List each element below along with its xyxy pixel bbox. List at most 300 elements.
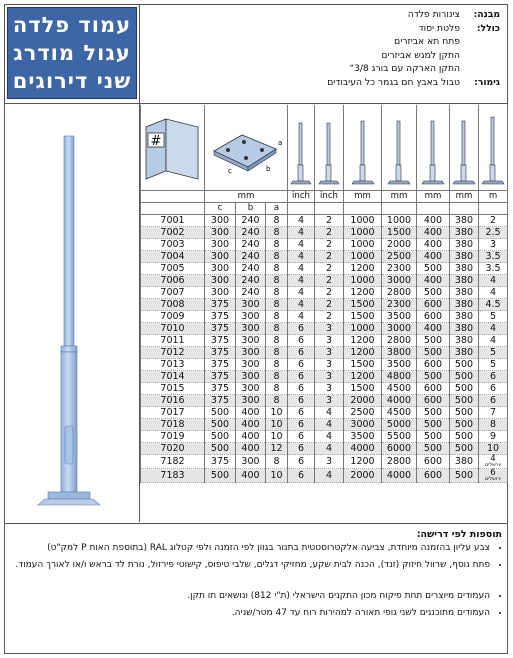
spec-row (142, 35, 500, 49)
table-cell: 500 (450, 383, 479, 395)
table-cell: 6 (288, 359, 315, 371)
table-cell: 3500 (382, 311, 417, 323)
table-row (141, 371, 508, 383)
notes-list (10, 542, 502, 620)
table-cell: 2 (315, 239, 344, 251)
table-cell: 300 (236, 323, 266, 335)
base-plate-icon (206, 105, 286, 187)
divider-horizontal (4, 103, 508, 104)
pole-drawing (344, 105, 382, 191)
table-cell: 6 (288, 443, 315, 455)
table-cell: 400 (236, 469, 266, 483)
table-cell: 500 (205, 419, 236, 431)
table-cell: 500 (205, 469, 236, 483)
table-cell: 1500 (344, 299, 382, 311)
table-cell: 300 (236, 395, 266, 407)
table-row (141, 311, 508, 323)
table-row (141, 419, 508, 431)
catalog-number-cell: 7183 (141, 469, 205, 483)
table-cell: 380 (450, 275, 479, 287)
spec-row (142, 76, 500, 90)
table-cell: 2 (315, 251, 344, 263)
table-cell: 4 (288, 299, 315, 311)
table-cell: 8 (266, 395, 288, 407)
table-cell: 8 (266, 335, 288, 347)
table-row (141, 335, 508, 347)
table-cell: 500 (450, 371, 479, 383)
table-cell: 380 (450, 347, 479, 359)
catalog-number-cell: 7013 (141, 359, 205, 371)
spec-value: צינורות פלדה (407, 9, 460, 20)
specification-block (142, 8, 500, 100)
table-cell: 240 (236, 215, 266, 227)
row-note: ירושלים (484, 476, 502, 482)
table-cell: 3500 (344, 431, 382, 443)
catalog-number-cell: 7020 (141, 443, 205, 455)
table-cell: 3 (315, 335, 344, 347)
table-cell: 5500 (382, 431, 417, 443)
table-cell: 3 (315, 371, 344, 383)
table-cell: 2800 (382, 335, 417, 347)
row-value: 4 (490, 454, 496, 464)
table-cell: 400 (236, 443, 266, 455)
table-cell: 4000 (344, 443, 382, 455)
table-row (141, 407, 508, 419)
catalog-number-cell: 7016 (141, 395, 205, 407)
table-cell: 500 (417, 287, 450, 299)
table-cell: 1200 (344, 287, 382, 299)
table-cell: 375 (205, 383, 236, 395)
table-cell: 4 (479, 287, 508, 299)
table-cell: 2 (315, 215, 344, 227)
table-cell: 8 (266, 455, 288, 469)
unit-cell (141, 191, 205, 203)
note-spacer (10, 576, 490, 586)
table-cell: 240 (236, 263, 266, 275)
table-cell: 2500 (382, 251, 417, 263)
angle-bracket-icon (142, 105, 204, 187)
table-cell: 600 (417, 455, 450, 469)
table-cell: 6 (288, 335, 315, 347)
table-cell: 500 (417, 431, 450, 443)
sub-cell: c (205, 203, 236, 215)
table-cell: 1000 (344, 239, 382, 251)
table-cell: 6 (479, 383, 508, 395)
sub-cell (450, 203, 479, 215)
dimensions-table (140, 105, 508, 483)
table-cell: 2800 (382, 455, 417, 469)
table-cell: 500 (205, 431, 236, 443)
table-cell: 1500 (382, 227, 417, 239)
unit-cell: mm (205, 191, 288, 203)
table-row (141, 443, 508, 455)
table-cell: 9 (479, 431, 508, 443)
svg-text:c: c (228, 167, 232, 175)
unit-cell: mm (417, 191, 450, 203)
table-cell: 4 (288, 275, 315, 287)
spec-key: כולל: (476, 22, 500, 34)
table-cell: 4 (479, 275, 508, 287)
table-cell: 2 (479, 215, 508, 227)
spec-key (460, 35, 500, 49)
table-cell: 7 (479, 407, 508, 419)
table-cell: 500 (450, 395, 479, 407)
table-cell: 375 (205, 299, 236, 311)
table-cell: 375 (205, 311, 236, 323)
pole-drawing (315, 105, 344, 191)
table-cell: 10 (266, 469, 288, 483)
table-cell: 4500 (382, 407, 417, 419)
catalog-number-cell: 7012 (141, 347, 205, 359)
table-cell: 4 (288, 227, 315, 239)
table-cell: 375 (205, 323, 236, 335)
table-cell: 4 (288, 287, 315, 299)
table-cell: 375 (205, 395, 236, 407)
table-cell: 4 (315, 469, 344, 483)
table-cell: 380 (450, 227, 479, 239)
catalog-number-cell: 7006 (141, 275, 205, 287)
table-cell: 6 (288, 347, 315, 359)
sub-cell (382, 203, 417, 215)
table-cell: 400 (417, 275, 450, 287)
spec-value: התקן למגש אביזרים (381, 49, 460, 61)
table-cell: 4 (315, 431, 344, 443)
pole-drawing (382, 105, 417, 191)
table-cell: 1200 (344, 263, 382, 275)
table-cell: 400 (417, 251, 450, 263)
catalog-number-cell: 7003 (141, 239, 205, 251)
table-cell: 1000 (382, 215, 417, 227)
table-cell: 1500 (344, 383, 382, 395)
spec-row (142, 62, 500, 76)
notes-title: תוספות לפי דרישה: (416, 529, 502, 540)
note-item: • פתח נוסף, שרוול חיזוק (זנד), הכנה לבית שקע, מחזיקי דגלים, שלבי טיפוס, קישוטי פירזול, נורת לד בראש ו/או לאורך העמוד. (10, 559, 490, 572)
table-cell: 10 (266, 431, 288, 443)
table-cell: 3800 (382, 347, 417, 359)
table-cell: 600 (417, 359, 450, 371)
table-cell: 6 (288, 395, 315, 407)
table-cell: 8 (266, 263, 288, 275)
table-cell: 5 (479, 359, 508, 371)
table-cell: 500 (450, 443, 479, 455)
table-cell: 10 (266, 419, 288, 431)
table-cell: 1200 (344, 371, 382, 383)
catalog-number-cell: 7011 (141, 335, 205, 347)
table-cell: 3 (479, 239, 508, 251)
table-cell: 375 (205, 335, 236, 347)
table-row (141, 359, 508, 371)
table-cell: 1200 (344, 347, 382, 359)
unit-cell: inch (288, 191, 315, 203)
note-item: • צבע עליון בהזמנה מיוחדת, צביעה אלקטרוסטטית בתנור בגוון לפי הזמנה ולפי קטלוג RAL (בתוספת האות P למק"ט) (10, 542, 490, 555)
table-cell: 2 (315, 299, 344, 311)
table-cell: 500 (205, 443, 236, 455)
table-cell: 8 (266, 347, 288, 359)
table-cell: 4 (315, 407, 344, 419)
table-row (141, 275, 508, 287)
table-cell: 3 (315, 455, 344, 469)
catalog-number-cell: 7010 (141, 323, 205, 335)
spec-key: גימור: (474, 76, 500, 88)
table-cell: 4000 (382, 469, 417, 483)
table-cell: 400 (417, 215, 450, 227)
table-cell: 240 (236, 251, 266, 263)
table-row (141, 323, 508, 335)
table-cell: 600 (417, 311, 450, 323)
table-cell: 375 (205, 347, 236, 359)
sub-cell: b (236, 203, 266, 215)
sub-cell: a (266, 203, 288, 215)
table-cell: 8 (266, 323, 288, 335)
table-cell: 240 (236, 227, 266, 239)
product-title-banner (7, 7, 137, 99)
catalog-number-cell: 7015 (141, 383, 205, 395)
table-cell: 375 (205, 371, 236, 383)
table-cell: 4 (315, 419, 344, 431)
unit-cell: mm (344, 191, 382, 203)
table-cell: 1200 (344, 455, 382, 469)
spec-row (142, 22, 500, 36)
spec-value: פתח תא אביזרים (394, 36, 460, 48)
svg-text:b: b (266, 165, 271, 173)
table-cell: 500 (417, 335, 450, 347)
row-note: יורשלים (484, 462, 502, 468)
table-cell: 3000 (382, 323, 417, 335)
table-cell: 300 (236, 299, 266, 311)
table-cell: 380 (450, 323, 479, 335)
unit-cell: m (479, 191, 508, 203)
table-cell: 10 (479, 443, 508, 455)
table-cell: 8 (266, 239, 288, 251)
table-cell (479, 469, 508, 483)
table-cell: 300 (205, 227, 236, 239)
table-cell: 4500 (382, 383, 417, 395)
table-cell: 1500 (344, 311, 382, 323)
table-cell: 4 (288, 263, 315, 275)
table-cell: 400 (417, 239, 450, 251)
stepped-pole-illustration (10, 108, 138, 522)
spec-value: טבול באבץ חם בגמר כל העיבודים (327, 76, 460, 88)
table-cell: 500 (205, 407, 236, 419)
table-cell: 500 (417, 371, 450, 383)
table-cell: 1000 (344, 251, 382, 263)
note-item: • העמודים מיוצרים תחת פיקוח מכון התקנים הישראלי (ת"י 812) ונושאים תו תקן. (10, 590, 490, 603)
table-row (141, 287, 508, 299)
table-cell: 300 (236, 383, 266, 395)
catalog-number-cell: 7009 (141, 311, 205, 323)
table-cell: 500 (417, 419, 450, 431)
title-line-2: עגול מודרג (13, 41, 131, 65)
spec-key: מבנה: (473, 9, 500, 20)
sub-cell (141, 203, 205, 215)
table-row (141, 431, 508, 443)
table-cell: 300 (205, 287, 236, 299)
table-cell: 300 (236, 455, 266, 469)
unit-cell: mm (382, 191, 417, 203)
table-cell: 400 (417, 227, 450, 239)
table-cell: 8 (266, 215, 288, 227)
table-cell: 500 (417, 263, 450, 275)
table-cell: 4 (288, 251, 315, 263)
table-cell: 380 (450, 251, 479, 263)
table-cell: 3000 (344, 419, 382, 431)
table-cell: 300 (205, 215, 236, 227)
table-cell: 380 (450, 215, 479, 227)
table-cell: 8 (266, 275, 288, 287)
table-cell: 500 (417, 443, 450, 455)
table-cell: 380 (450, 335, 479, 347)
table-cell: 2 (315, 263, 344, 275)
table-drawings-row (141, 105, 508, 191)
table-cell: 380 (450, 287, 479, 299)
sub-cell (315, 203, 344, 215)
table-cell: 500 (450, 407, 479, 419)
catalog-number-cell: 7018 (141, 419, 205, 431)
table-cell: 300 (205, 263, 236, 275)
table-cell: 8 (266, 287, 288, 299)
table-cell: 8 (479, 419, 508, 431)
table-row (141, 215, 508, 227)
table-row (141, 227, 508, 239)
table-cell: 380 (450, 455, 479, 469)
table-cell: 8 (266, 227, 288, 239)
spec-key (460, 49, 500, 63)
table-cell: 2000 (382, 239, 417, 251)
svg-text:#: # (150, 134, 161, 149)
table-cell: 6000 (382, 443, 417, 455)
table-cell: 2 (315, 311, 344, 323)
catalog-number-cell: 7004 (141, 251, 205, 263)
table-cell: 380 (450, 263, 479, 275)
catalog-number-cell: 7001 (141, 215, 205, 227)
table-cell (479, 455, 508, 469)
catalog-number-cell: 7017 (141, 407, 205, 419)
sub-cell (479, 203, 508, 215)
table-cell: 300 (236, 359, 266, 371)
table-cell: 4 (479, 323, 508, 335)
table-cell: 8 (266, 383, 288, 395)
table-cell: 2 (315, 275, 344, 287)
sub-header-row (141, 203, 508, 215)
table-cell: 4 (288, 311, 315, 323)
table-cell: 2300 (382, 263, 417, 275)
table-cell: 300 (205, 239, 236, 251)
catalog-number-cell: 7005 (141, 263, 205, 275)
table-cell: 4000 (382, 395, 417, 407)
table-cell: 6 (288, 383, 315, 395)
svg-text:a: a (278, 139, 283, 147)
catalog-number-cell: 7014 (141, 371, 205, 383)
table-cell: 2 (315, 227, 344, 239)
table-cell: 12 (266, 443, 288, 455)
table-cell: 6 (288, 469, 315, 483)
catalog-number-cell: 7007 (141, 287, 205, 299)
optional-additions (10, 528, 502, 624)
table-cell: 4 (288, 215, 315, 227)
base-plate-drawing (205, 105, 288, 191)
table-cell: 4800 (382, 371, 417, 383)
pole-drawing (450, 105, 479, 191)
table-cell: 1000 (344, 275, 382, 287)
table-cell: 6 (288, 431, 315, 443)
table-cell: 3.5 (479, 251, 508, 263)
table-cell: 380 (450, 299, 479, 311)
pole-drawing (417, 105, 450, 191)
table-cell: 300 (236, 311, 266, 323)
table-row (141, 251, 508, 263)
note-item: • העמודים מתוכננים לשני גופי תאורה למהירות רוח עד 47 מטר/שניה. (10, 607, 490, 620)
table-row (141, 347, 508, 359)
table-cell: 1000 (344, 215, 382, 227)
catalog-number-cell: 7019 (141, 431, 205, 443)
pole-drawing (288, 105, 315, 191)
table-cell: 3500 (382, 359, 417, 371)
table-cell: 2800 (382, 287, 417, 299)
spec-value: התקן הארקה עם בורג 3/8" (349, 63, 460, 75)
table-cell: 5 (479, 311, 508, 323)
table-cell: 6 (479, 395, 508, 407)
table-cell: 3.5 (479, 263, 508, 275)
table-cell: 300 (205, 275, 236, 287)
table-cell: 8 (266, 371, 288, 383)
table-cell: 400 (236, 431, 266, 443)
table-row (141, 383, 508, 395)
table-cell: 3 (315, 395, 344, 407)
row-value: 6 (490, 468, 496, 478)
table-cell: 2000 (344, 395, 382, 407)
table-cell: 600 (417, 383, 450, 395)
table-cell: 240 (236, 275, 266, 287)
table-cell: 6 (288, 323, 315, 335)
spec-row (142, 49, 500, 63)
table-cell: 240 (236, 287, 266, 299)
table-cell: 600 (417, 299, 450, 311)
table-cell: 500 (417, 347, 450, 359)
title-line-3: שני דירוגים (12, 69, 132, 93)
table-cell: 2000 (344, 469, 382, 483)
sub-cell (344, 203, 382, 215)
table-cell: 380 (450, 239, 479, 251)
table-row (141, 469, 508, 483)
table-row (141, 263, 508, 275)
table-cell: 8 (266, 299, 288, 311)
table-cell: 500 (450, 359, 479, 371)
table-cell: 400 (236, 419, 266, 431)
table-row (141, 395, 508, 407)
table-cell: 1000 (344, 227, 382, 239)
table-cell: 3 (315, 347, 344, 359)
table-cell: 600 (417, 469, 450, 483)
table-cell: 600 (417, 395, 450, 407)
table-cell: 500 (450, 469, 479, 483)
table-cell: 4 (479, 335, 508, 347)
sub-cell (288, 203, 315, 215)
table-cell: 300 (236, 347, 266, 359)
table-cell: 4 (315, 443, 344, 455)
table-cell: 6 (288, 455, 315, 469)
table-cell: 8 (266, 359, 288, 371)
table-row (141, 299, 508, 311)
table-cell: 3 (315, 323, 344, 335)
table-cell: 2.5 (479, 227, 508, 239)
sub-cell (417, 203, 450, 215)
table-row (141, 239, 508, 251)
table-cell: 10 (266, 407, 288, 419)
table-cell: 6 (288, 419, 315, 431)
table-cell: 3 (315, 359, 344, 371)
table-cell: 2300 (382, 299, 417, 311)
table-cell: 8 (266, 311, 288, 323)
